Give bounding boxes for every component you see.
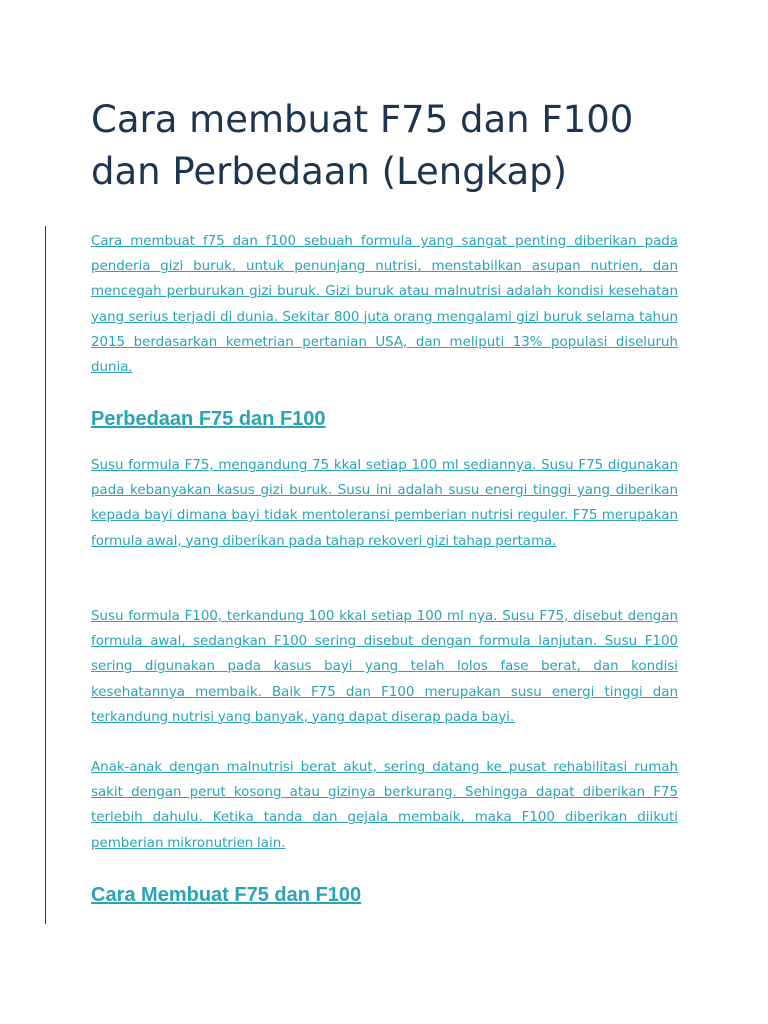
margin-rule <box>45 226 46 924</box>
paragraph-f100-link[interactable]: Susu formula F100, terkandung 100 kkal setiap 100 ml nya. Susu F75, disebut dengan formula awal, sedangkan F100 sering disebut dengan formula lanjutan. Susu F100 sering digunakan pada kasus bayi yang telah lolos fase berat, dan kondisi kesehatannya membaik. Baik F75 dan F100 merupakan susu energi tinggi dan terkandung nutrisi yang banyak, yang dapat diserap pada bayi. <box>91 609 678 725</box>
intro-paragraph-link[interactable]: Cara membuat f75 dan f100 sebuah formula yang sangat penting diberikan pada penderia gizi buruk, untuk penunjang nutrisi, menstabilkan asupan nutrien, dan mencegah perburukan gizi buruk. Gizi buruk atau malnutrisi adalah kondisi kesehatan yang serius terjadi di dunia. Sekitar 800 juta orang mengalami gizi buruk selama tahun 2015 berdasarkan kemetrian pertanian USA, dan meliputi 13% populasi diseluruh dunia. <box>91 234 678 376</box>
paragraph-malnutrisi-link[interactable]: Anak-anak dengan malnutrisi berat akut, sering datang ke pusat rehabilitasi rumah sakit dengan perut kosong atau gizinya berkurang. Sehingga dapat diberikan F75 terlebih dahulu. Ketika tanda dan gejala membaik, maka F100 diberikan diikuti pemberian mikronutrien lain. <box>91 760 678 851</box>
section-heading-perbedaan[interactable]: Perbedaan F75 dan F100 <box>91 408 326 430</box>
paragraph-f75-link[interactable]: Susu formula F75, mengandung 75 kkal setiap 100 ml sediannya. Susu F75 digunakan pada kebanyakan kasus gizi buruk. Susu ini adalah susu energi tinggi yang diberikan kepada bayi dimana bayi tidak mentoleransi pemberian nutrisi reguler. F75 merupakan formula awal, yang diberikan pada tahap rekoveri gizi tahap pertama. <box>91 458 678 549</box>
section-heading-cara-membuat[interactable]: Cara Membuat F75 dan F100 <box>91 884 362 906</box>
page-title: Cara membuat F75 dan F100 dan Perbedaan (Lengkap) <box>91 98 634 193</box>
